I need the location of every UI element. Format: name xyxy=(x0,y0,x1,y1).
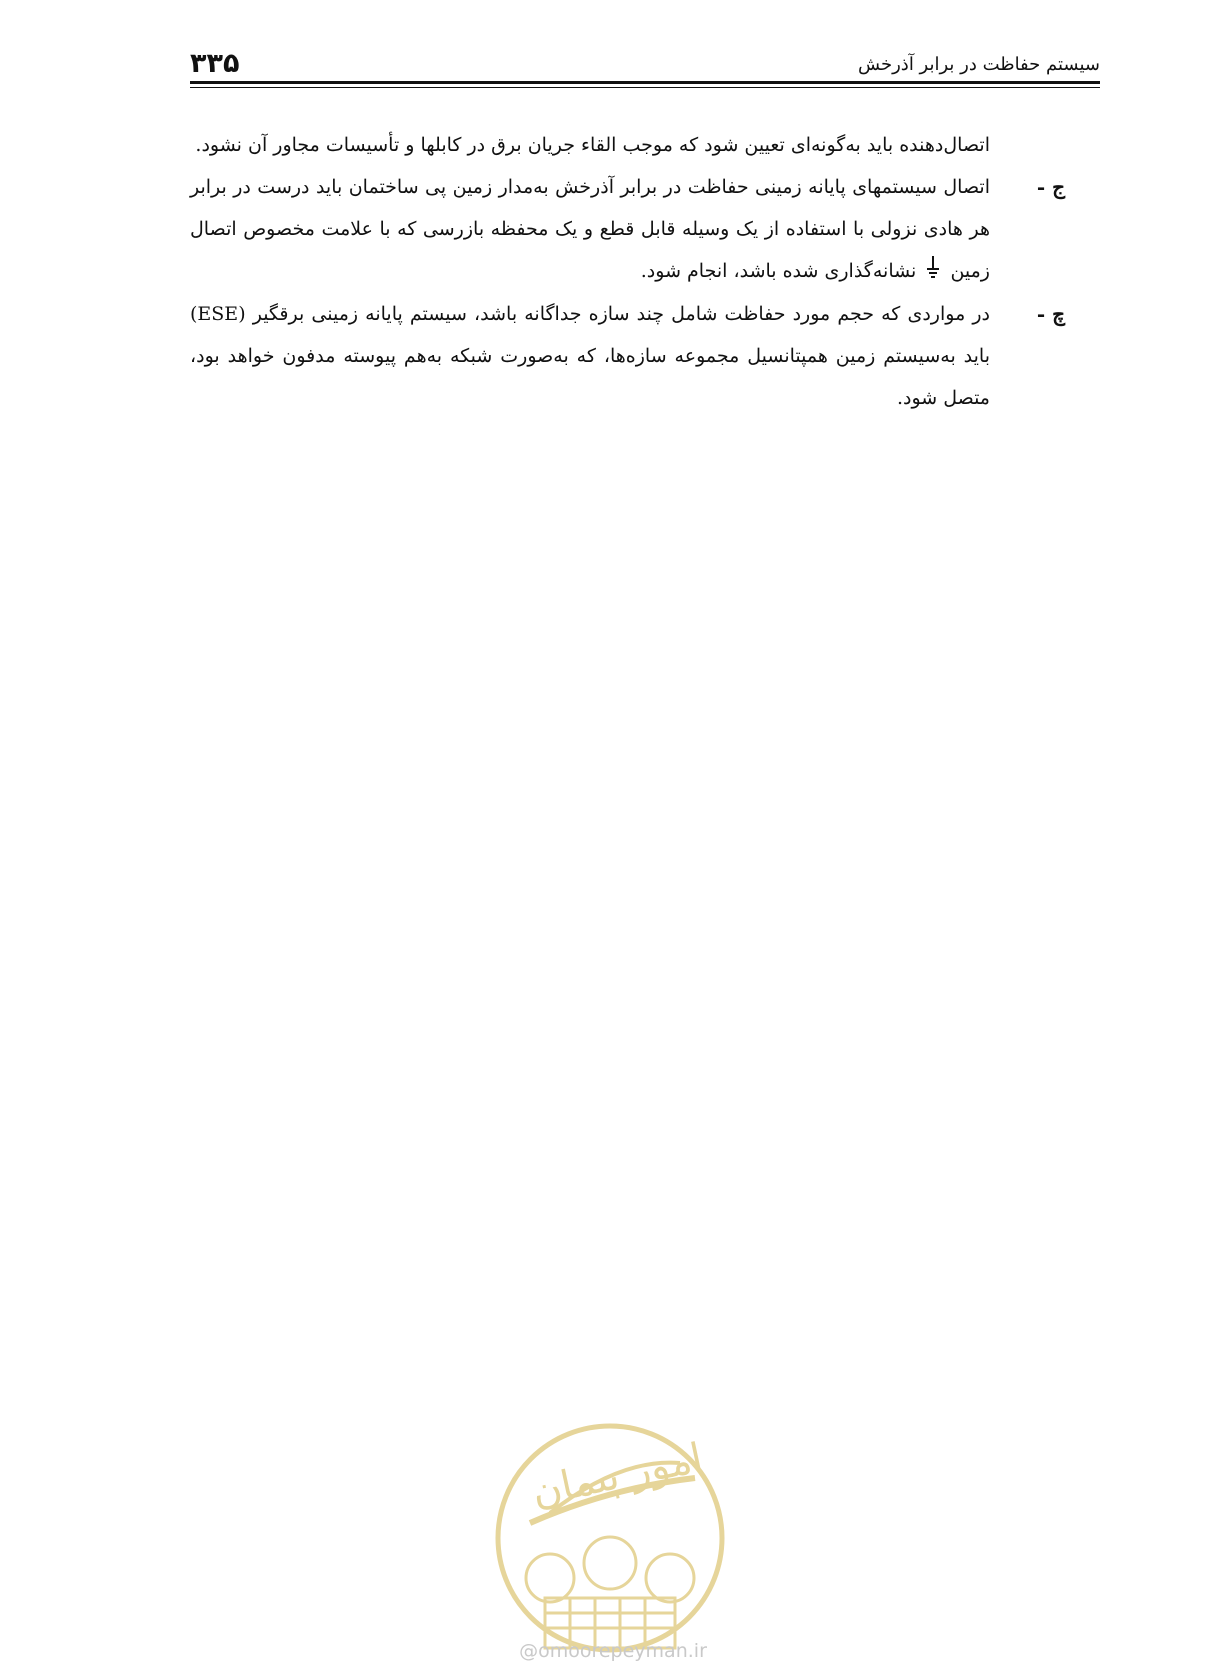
header-rule-thick xyxy=(190,81,1100,84)
header-rule-thin xyxy=(190,87,1100,88)
page-number: ۳۳۵ xyxy=(190,48,240,79)
watermark-seal-icon xyxy=(490,1418,730,1658)
page-header xyxy=(190,44,1100,92)
watermark-logo-text: امور پیمان xyxy=(527,1434,707,1516)
watermark-url: @omoorepeyman.ir xyxy=(519,1640,707,1662)
list-item-jim xyxy=(190,166,1065,293)
watermark-logo xyxy=(490,1418,730,1658)
ground-symbol-icon xyxy=(926,251,940,293)
list-item-che xyxy=(190,293,1065,419)
item-text: اتصال سیستمهای پایانه زمینی حفاظت در برابر آذرخش به‌مدار زمین پی ساختمان باید درست در برابر هر هادی نزولی با استفاده از یک وسیله قابل قطع و یک محفظه بازرسی که با علامت مخصوص اتصال زمین xyxy=(190,176,990,282)
item-marker: چ - xyxy=(1036,302,1065,326)
item-marker: ج - xyxy=(1036,175,1065,199)
body-text xyxy=(190,124,1065,419)
item-paragraph: در مواردی که حجم مورد حفاظت شامل چند سازه جداگانه باشد، سیستم پایانه زمینی برقگیر (ESE) باید به‌سیستم زمین همپتانسیل مجموعه سازه‌ها، که به‌صورت شبکه به‌هم پیوسته مدفون خواهد بود، متصل شود. xyxy=(190,303,990,409)
item-paragraph xyxy=(190,166,990,293)
intro-paragraph: اتصال‌دهنده باید به‌گونه‌ای تعیین شود که موجب القاء جریان برق در کابلها و تأسیسات مجاور آن نشود. xyxy=(195,134,990,156)
running-title: سیستم حفاظت در برابر آذرخش xyxy=(858,54,1100,75)
item-text-continued: نشانه‌گذاری شده باشد، انجام شود. xyxy=(640,260,917,282)
